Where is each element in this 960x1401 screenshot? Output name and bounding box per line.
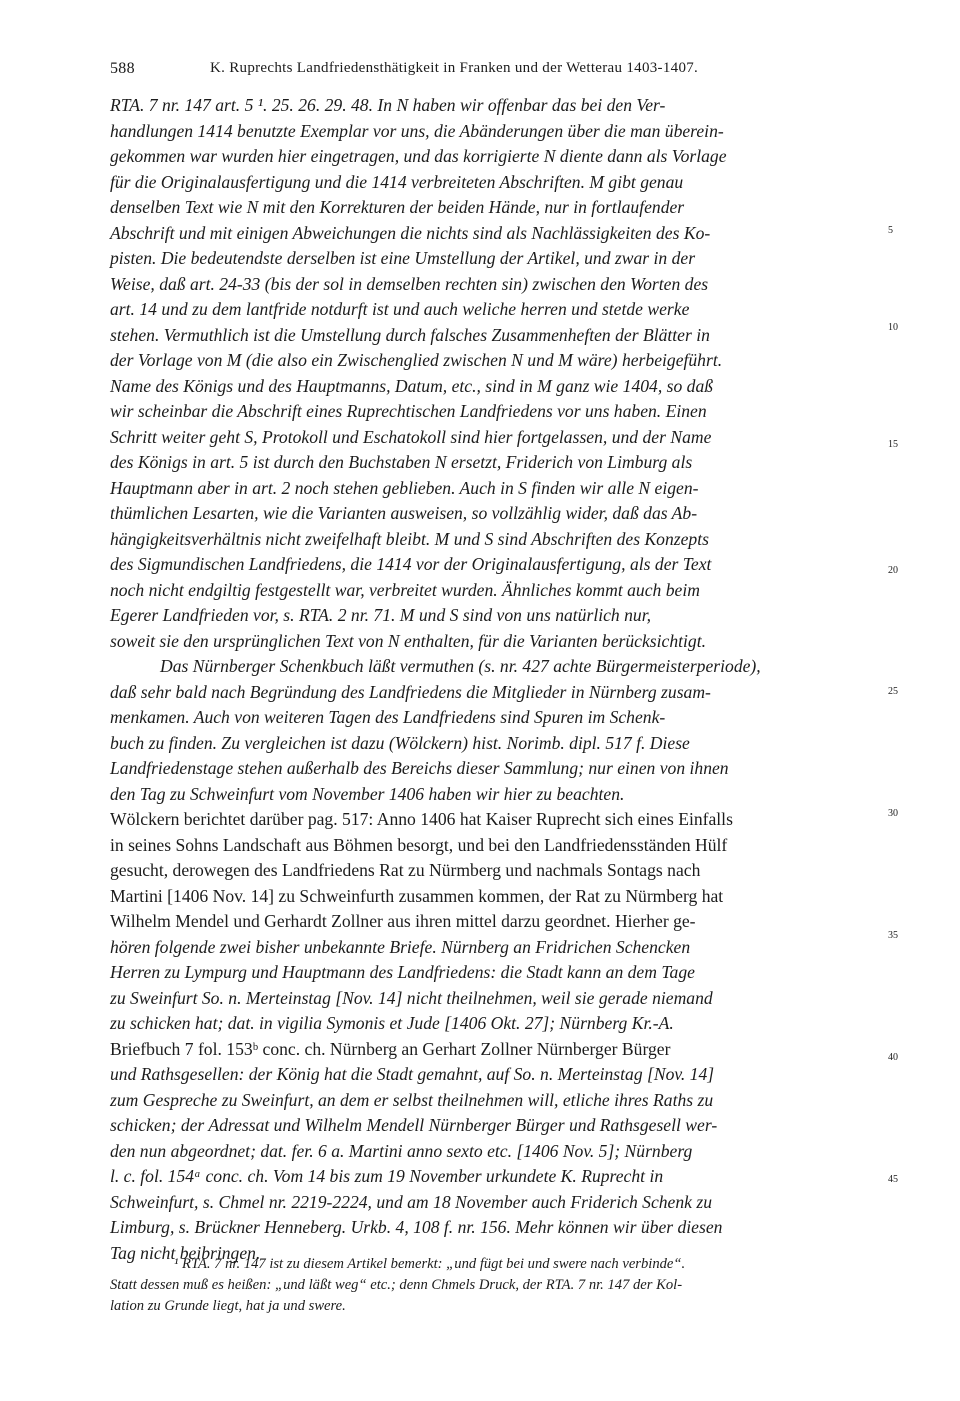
text-line: stehen. Vermuthlich ist die Umstellung durch falsches Zusammenheften der Blätter in — [110, 324, 710, 345]
text-line: Herren zu Lympurg und Hauptmann des Landfriedens: die Stadt kann an dem Tage — [110, 962, 695, 982]
margin-line-number: 45 — [888, 1174, 898, 1185]
footnote-line: Statt dessen muß es heißen: „und läßt weg“ etc.; denn Chmels Druck, der RTA. 7 nr. 147 der Kol- — [110, 1277, 683, 1293]
text-line: zum Gespreche zu Sweinfurt, an dem er selbst theilnehmen will, etliche ihres Raths zu — [110, 1089, 714, 1110]
page-number: 588 — [110, 60, 135, 77]
margin-line-number: 20 — [888, 565, 898, 576]
text-line: zu schicken hat; dat. in vigilia Symonis et Jude [1406 Okt. 27]; Nürnberg Kr.-A. — [110, 1013, 674, 1033]
text-line: denselben Text wie N mit den Korrekturen der beiden Hände, nur in fortlaufender — [110, 197, 685, 217]
text-line: Tag nicht beibringen. — [110, 1242, 261, 1263]
text-line: wir scheinbar die Abschrift eines Ruprechtischen Landfriedens vor uns haben. Einen — [110, 401, 707, 421]
running-title: K. Ruprechts Landfriedensthätigkeit in Franken und der Wetterau 1403-1407. — [210, 60, 699, 76]
margin-line-number: 10 — [888, 322, 898, 333]
text-line: hören folgende zwei bisher unbekannte Briefe. Nürnberg an Fridrichen Schencken — [110, 936, 691, 957]
margin-line-number: 25 — [888, 686, 898, 697]
text-line: für die Originalausfertigung und die 1414 verbreiteten Abschriften. M gibt genau — [110, 171, 684, 192]
margin-line-number: 15 — [888, 439, 898, 450]
text-line: in seines Sohns Landschaft aus Böhmen besorgt, und bei den Landfriedensständen Hülf — [110, 834, 728, 855]
margin-line-number: 40 — [888, 1052, 898, 1063]
text-line: zu Sweinfurt So. n. Merteinstag [Nov. 14] nicht theilnehmen, weil sie gerade niemand — [110, 987, 713, 1008]
margin-line-number: 35 — [888, 930, 898, 941]
text-line: soweit sie den ursprünglichen Text von N enthalten, für die Varianten berücksichtigt. — [110, 630, 706, 651]
text-line: Schritt weiter geht S, Protokoll und Eschatokoll sind hier fortgelassen, und der Name — [110, 426, 712, 447]
text-line: Das Nürnberger Schenkbuch läßt vermuthen (s. nr. 427 achte Bürgermeisterperiode), — [160, 656, 761, 676]
text-line: hängigkeitsverhältnis nicht zweifelhaft bleibt. M und S sind Abschriften des Konzepts — [110, 528, 709, 549]
text-line: Limburg, s. Brückner Henneberg. Urkb. 4, 108 f. nr. 156. Mehr können wir über diesen — [110, 1217, 723, 1237]
text-line: pisten. Die bedeutendste derselben ist eine Umstellung der Artikel, und zwar in der — [110, 248, 696, 268]
text-line: daß sehr bald nach Begründung des Landfriedens die Mitglieder in Nürnberg zusam- — [110, 681, 711, 702]
text-line: der Vorlage von M (die also ein Zwischenglied zwischen N und M wäre) herbeigeführt. — [110, 350, 723, 370]
footnote-line: ¹ RTA. 7 nr. 147 ist zu diesem Artikel bemerkt: „und fügt bei und swere nach verbinde“. — [174, 1256, 686, 1272]
margin-line-number: 5 — [888, 225, 893, 236]
text-line: Egerer Landfrieden vor, s. RTA. 2 nr. 71. M und S sind von uns natürlich nur, — [110, 605, 651, 625]
page-header — [110, 60, 878, 84]
text-line: buch zu finden. Zu vergleichen ist dazu (Wölckern) hist. Norimb. dipl. 517 f. Diese — [110, 732, 690, 753]
text-line: art. 14 und zu dem lantfride notdurft ist und auch weliche herren und stetde werke — [110, 299, 690, 319]
text-line: Weise, daß art. 24-33 (bis der sol in demselben rechten sin) zwischen den Worten des — [110, 273, 709, 294]
text-line: und Rathsgesellen: der König hat die Stadt gemahnt, auf So. n. Merteinstag [Nov. 14] — [110, 1064, 715, 1084]
text-line: menkamen. Auch von weiteren Tagen des Landfriedens sind Spuren im Schenk- — [110, 707, 666, 727]
body-text — [110, 93, 878, 1266]
text-line: Hauptmann aber in art. 2 noch stehen geblieben. Auch in S finden wir alle N eigen- — [110, 477, 699, 498]
text-line: den nun abgeordnet; dat. fer. 6 a. Martini anno sexto etc. [1406 Nov. 5]; Nürnberg — [110, 1140, 693, 1161]
text-line: Schweinfurt, s. Chmel nr. 2219-2224, und am 18 November auch Friderich Schenk zu — [110, 1191, 713, 1212]
text-line: Briefbuch 7 fol. 153ᵇ conc. ch. Nürnberg an Gerhart Zollner Nürnberger Bürger — [110, 1038, 671, 1059]
text-line: RTA. 7 nr. 147 art. 5 ¹. 25. 26. 29. 48. In N haben wir offenbar das bei den Ver- — [110, 95, 666, 115]
text-line: noch nicht endgiltig festgestellt war, verbreitet wurden. Ähnliches kommt auch beim — [110, 579, 700, 600]
text-line: Wilhelm Mendel und Gerhardt Zollner aus ihren mittel darzu geordnet. Hierher ge- — [110, 911, 696, 931]
text-line: schicken; der Adressat und Wilhelm Mendell Nürnberger Bürger und Rathsgesell wer- — [110, 1115, 718, 1135]
text-line: des Königs in art. 5 ist durch den Buchstaben N ersetzt, Friderich von Limburg als — [110, 452, 693, 472]
margin-line-number: 30 — [888, 808, 898, 819]
footnotes — [110, 1254, 880, 1317]
text-line: Name des Königs und des Hauptmanns, Datum, etc., sind in M ganz wie 1404, so daß — [110, 375, 714, 396]
text-line: Landfriedenstage stehen außerhalb des Bereichs dieser Sammlung; nur einen von ihnen — [110, 758, 729, 778]
footnote-line: lation zu Grunde liegt, hat ja und swere. — [110, 1298, 346, 1314]
text-line: gekommen war wurden hier eingetragen, und das korrigierte N diente dann als Vorlage — [110, 146, 727, 166]
text-line: des Sigmundischen Landfriedens, die 1414 vor der Originalausfertigung, als der Text — [110, 554, 712, 574]
text-line: handlungen 1414 benutzte Exemplar vor uns, die Abänderungen über die man überein- — [110, 120, 724, 141]
text-line: Wölckern berichtet darüber pag. 517: Anno 1406 hat Kaiser Ruprecht sich eines Einfalls — [110, 809, 733, 829]
text-line: thümlichen Lesarten, wie die Varianten ausweisen, so vollzählig wider, daß das Ab- — [110, 503, 698, 523]
text-line: l. c. fol. 154ᵃ conc. ch. Vom 14 bis zum 19 November urkundete K. Ruprecht in — [110, 1166, 664, 1186]
text-line: Martini [1406 Nov. 14] zu Schweinfurth zusammen kommen, der Rat zu Nürmberg hat — [110, 885, 724, 906]
text-line: gesucht, derowegen des Landfriedens Rat zu Nürmberg und nachmals Sontags nach — [110, 860, 701, 880]
text-line: Abschrift und mit einigen Abweichungen die nichts sind als Nachlässigkeiten des Ko- — [110, 222, 711, 243]
text-line: den Tag zu Schweinfurt vom November 1406 haben wir hier zu beachten. — [110, 783, 625, 804]
